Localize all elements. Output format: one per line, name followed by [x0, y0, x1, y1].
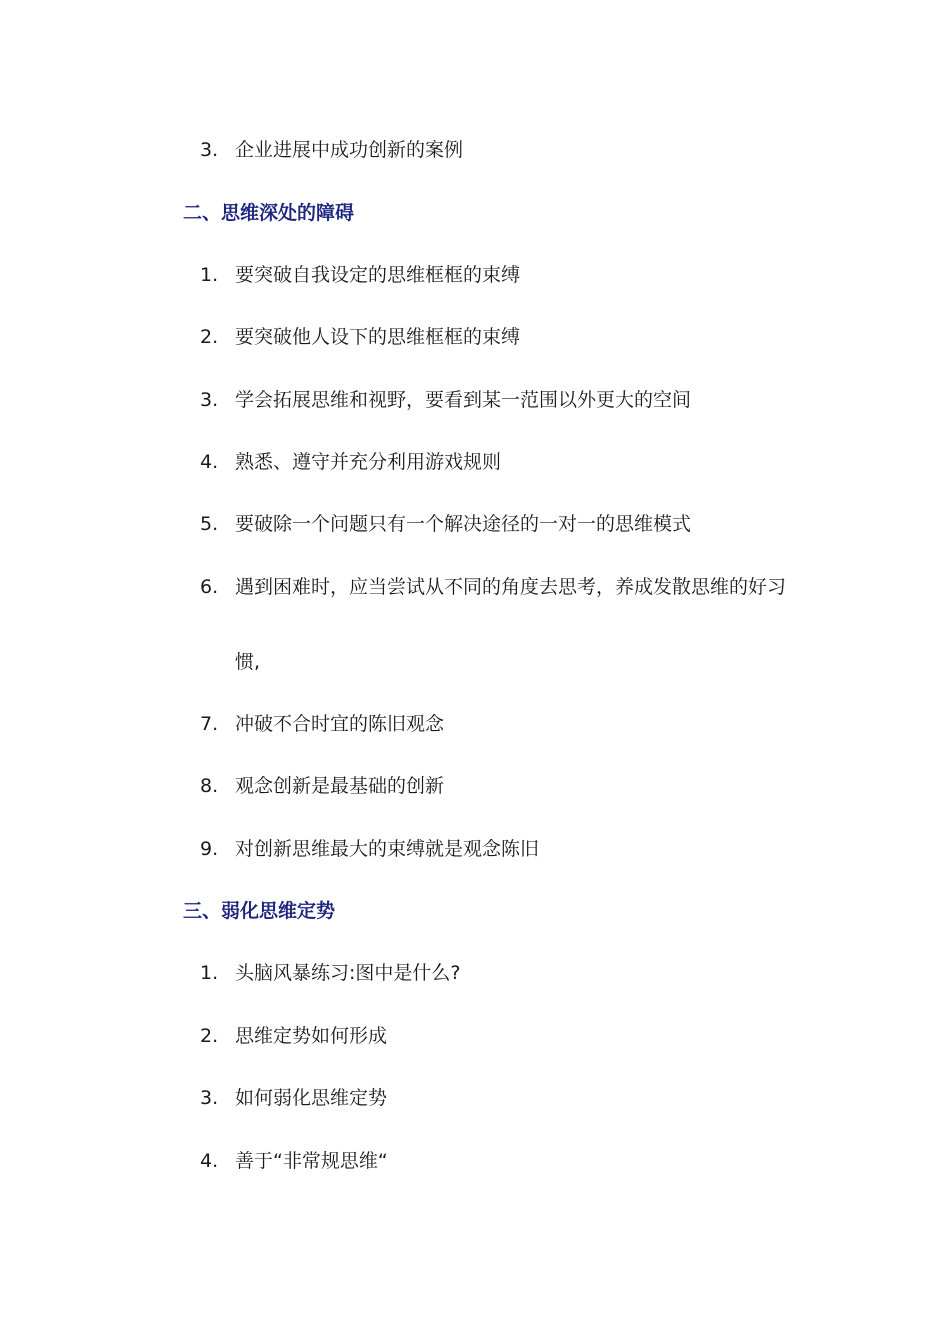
list-item-number: 6. — [200, 576, 219, 598]
list-item-text: 熟悉、遵守并充分利用游戏规则 — [235, 451, 502, 473]
list-item-text: 思维定势如何形成 — [235, 1025, 388, 1047]
list-item-text: 如何弱化思维定势 — [235, 1087, 388, 1109]
list-item-text: 要破除一个问题只有一个解决途径的一对一的思维模式 — [235, 513, 692, 535]
list-item-number: 2. — [200, 326, 219, 348]
section-heading: 三、弱化思维定势 — [183, 900, 336, 922]
list-item-number: 4. — [200, 451, 219, 473]
list-item-text: 学会拓展思维和视野，要看到某一范围以外更大的空间 — [235, 389, 692, 411]
list-item-number: 4. — [200, 1150, 219, 1172]
list-item-number: 3. — [200, 389, 219, 411]
list-item-number: 9. — [200, 838, 219, 860]
list-item-text: 企业进展中成功创新的案例 — [235, 139, 464, 161]
list-item-text: 惯, — [235, 651, 261, 673]
list-item-number: 1. — [200, 264, 219, 286]
list-item-text: 冲破不合时宜的陈旧观念 — [235, 713, 445, 735]
list-item-number: 3. — [200, 139, 219, 161]
list-item-number: 7. — [200, 713, 219, 735]
list-item-text: 头脑风暴练习:图中是什么? — [235, 962, 461, 984]
list-item-text: 遇到困难时，应当尝试从不同的角度去思考，养成发散思维的好习 — [235, 576, 787, 598]
list-item-number: 8. — [200, 775, 219, 797]
list-item-number: 5. — [200, 513, 219, 535]
list-item-number: 3. — [200, 1087, 219, 1109]
section-heading: 二、思维深处的障碍 — [183, 202, 355, 224]
list-item-number: 1. — [200, 962, 219, 984]
list-item-number: 2. — [200, 1025, 219, 1047]
list-item-text: 对创新思维最大的束缚就是观念陈旧 — [235, 838, 540, 860]
list-item-text: 要突破自我设定的思维框框的束缚 — [235, 264, 521, 286]
list-item-text: 要突破他人设下的思维框框的束缚 — [235, 326, 521, 348]
list-item-text: 观念创新是最基础的创新 — [235, 775, 445, 797]
list-item-text: 善于“非常规思维“ — [235, 1150, 388, 1172]
